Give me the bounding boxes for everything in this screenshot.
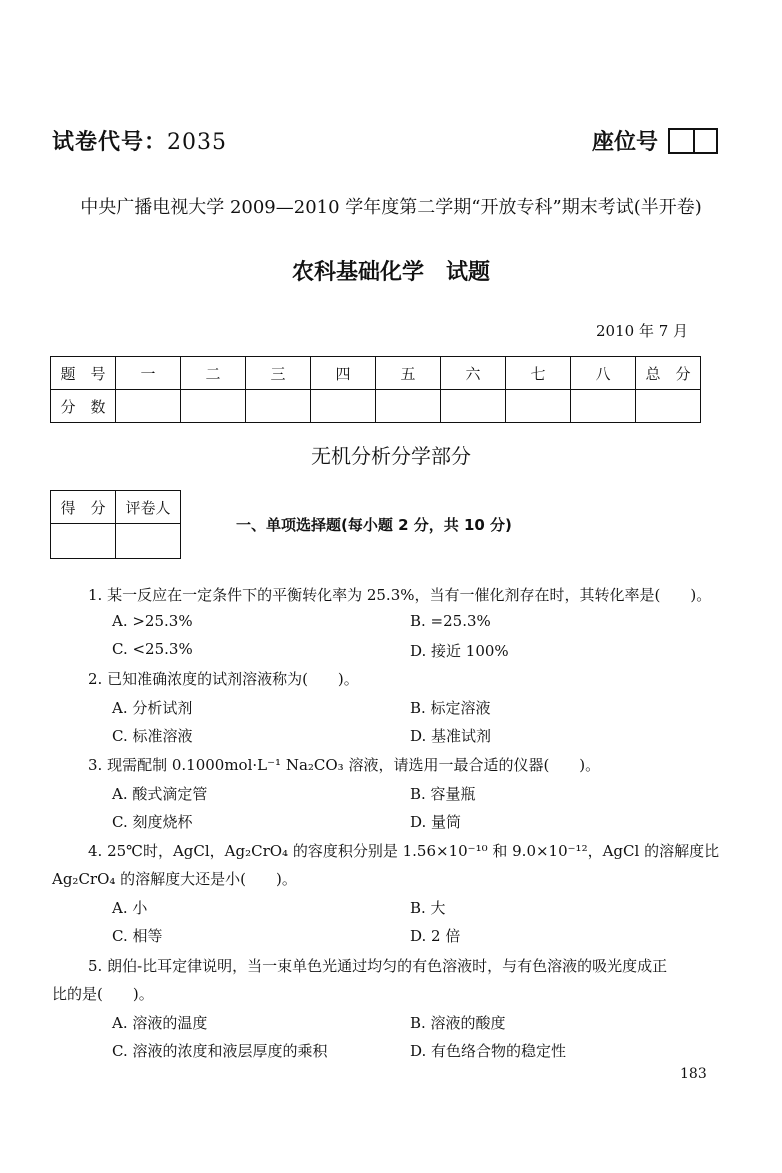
option-b: B. 溶液的酸度 xyxy=(410,1014,506,1032)
exam-code-value: 2035 xyxy=(167,130,228,155)
score-entry[interactable] xyxy=(636,390,701,423)
option-d: D. 2 倍 xyxy=(410,927,461,945)
score-table xyxy=(50,356,701,423)
grader-name-label: 评卷人 xyxy=(116,491,181,524)
page-number: 183 xyxy=(680,1066,707,1082)
score-cell: 七 xyxy=(506,357,571,390)
score-cell: 五 xyxy=(376,357,441,390)
exam-date: 2010 年 7 月 xyxy=(596,322,689,340)
score-entry[interactable] xyxy=(246,390,311,423)
score-entry[interactable] xyxy=(571,390,636,423)
question-stem-continued: Ag₂CrO₄ 的溶解度大还是小( )。 xyxy=(52,870,297,888)
option-a: A. 酸式滴定管 xyxy=(112,785,208,803)
option-c: C. <25.3% xyxy=(112,640,193,658)
option-b: B. 大 xyxy=(410,899,446,917)
exam-title: 农科基础化学 试题 xyxy=(291,260,490,285)
question-stem-continued: 比的是( )。 xyxy=(52,985,154,1003)
score-cell: 分 数 xyxy=(51,390,116,423)
question-stem: 3. 现需配制 0.1000mol·L⁻¹ Na₂CO₃ 溶液，请选用一最合适的仪器( )。 xyxy=(88,756,601,774)
exam-code xyxy=(52,125,227,156)
score-table-score-row xyxy=(51,390,701,423)
grader-score-label: 得 分 xyxy=(51,491,116,524)
score-cell: 四 xyxy=(311,357,376,390)
question-stem: 5. 朗伯-比耳定律说明，当一束单色光通过均匀的有色溶液时，与有色溶液的吸光度成正 xyxy=(88,957,668,975)
question-stem: 4. 25℃时，AgCl，Ag₂CrO₄ 的容度积分别是 1.56×10⁻¹⁰ 和 9.0×10⁻¹²，AgCl 的溶解度比 xyxy=(88,842,720,860)
option-d: D. 有色络合物的稳定性 xyxy=(410,1042,567,1060)
score-cell: 题 号 xyxy=(51,357,116,390)
score-cell: 六 xyxy=(441,357,506,390)
score-entry[interactable] xyxy=(116,390,181,423)
option-d: D. 基准试剂 xyxy=(410,727,492,745)
score-entry[interactable] xyxy=(441,390,506,423)
option-a: A. >25.3% xyxy=(112,612,193,630)
option-c: C. 溶液的浓度和液层厚度的乘积 xyxy=(112,1042,328,1060)
score-entry[interactable] xyxy=(181,390,246,423)
score-cell: 三 xyxy=(246,357,311,390)
grader-score-entry[interactable] xyxy=(51,524,116,559)
option-a: A. 分析试剂 xyxy=(112,699,193,717)
option-a: A. 溶液的温度 xyxy=(112,1014,208,1032)
score-cell: 八 xyxy=(571,357,636,390)
part1-heading: 一、单项选择题(每小题 2 分，共 10 分) xyxy=(236,516,512,534)
option-d: D. 量筒 xyxy=(410,813,462,831)
option-c: C. 相等 xyxy=(112,927,163,945)
score-entry[interactable] xyxy=(311,390,376,423)
option-b: B. =25.3% xyxy=(410,612,491,630)
score-table-header-row xyxy=(51,357,701,390)
question-stem: 2. 已知准确浓度的试剂溶液称为( )。 xyxy=(88,670,359,688)
option-d: D. 接近 100% xyxy=(410,642,509,660)
option-c: C. 标准溶液 xyxy=(112,727,193,745)
score-cell: 总 分 xyxy=(636,357,701,390)
seat-number-label: 座位号 xyxy=(592,130,659,155)
option-a: A. 小 xyxy=(112,899,148,917)
score-entry[interactable] xyxy=(376,390,441,423)
section-title: 无机分析分学部分 xyxy=(311,444,471,468)
score-cell: 一 xyxy=(116,357,181,390)
score-entry[interactable] xyxy=(506,390,571,423)
grader-name-entry[interactable] xyxy=(116,524,181,559)
option-b: B. 容量瓶 xyxy=(410,785,476,803)
option-b: B. 标定溶液 xyxy=(410,699,491,717)
seat-number-box xyxy=(668,128,718,154)
grader-table xyxy=(50,490,181,559)
option-c: C. 刻度烧杯 xyxy=(112,813,193,831)
question-stem: 1. 某一反应在一定条件下的平衡转化率为 25.3%，当有一催化剂存在时，其转化率是( )。 xyxy=(88,586,712,604)
exam-code-label: 试卷代号： xyxy=(52,130,168,155)
exam-header: 中央广播电视大学 2009—2010 学年度第二学期“开放专科”期末考试(半开卷) xyxy=(80,197,702,218)
score-cell: 二 xyxy=(181,357,246,390)
